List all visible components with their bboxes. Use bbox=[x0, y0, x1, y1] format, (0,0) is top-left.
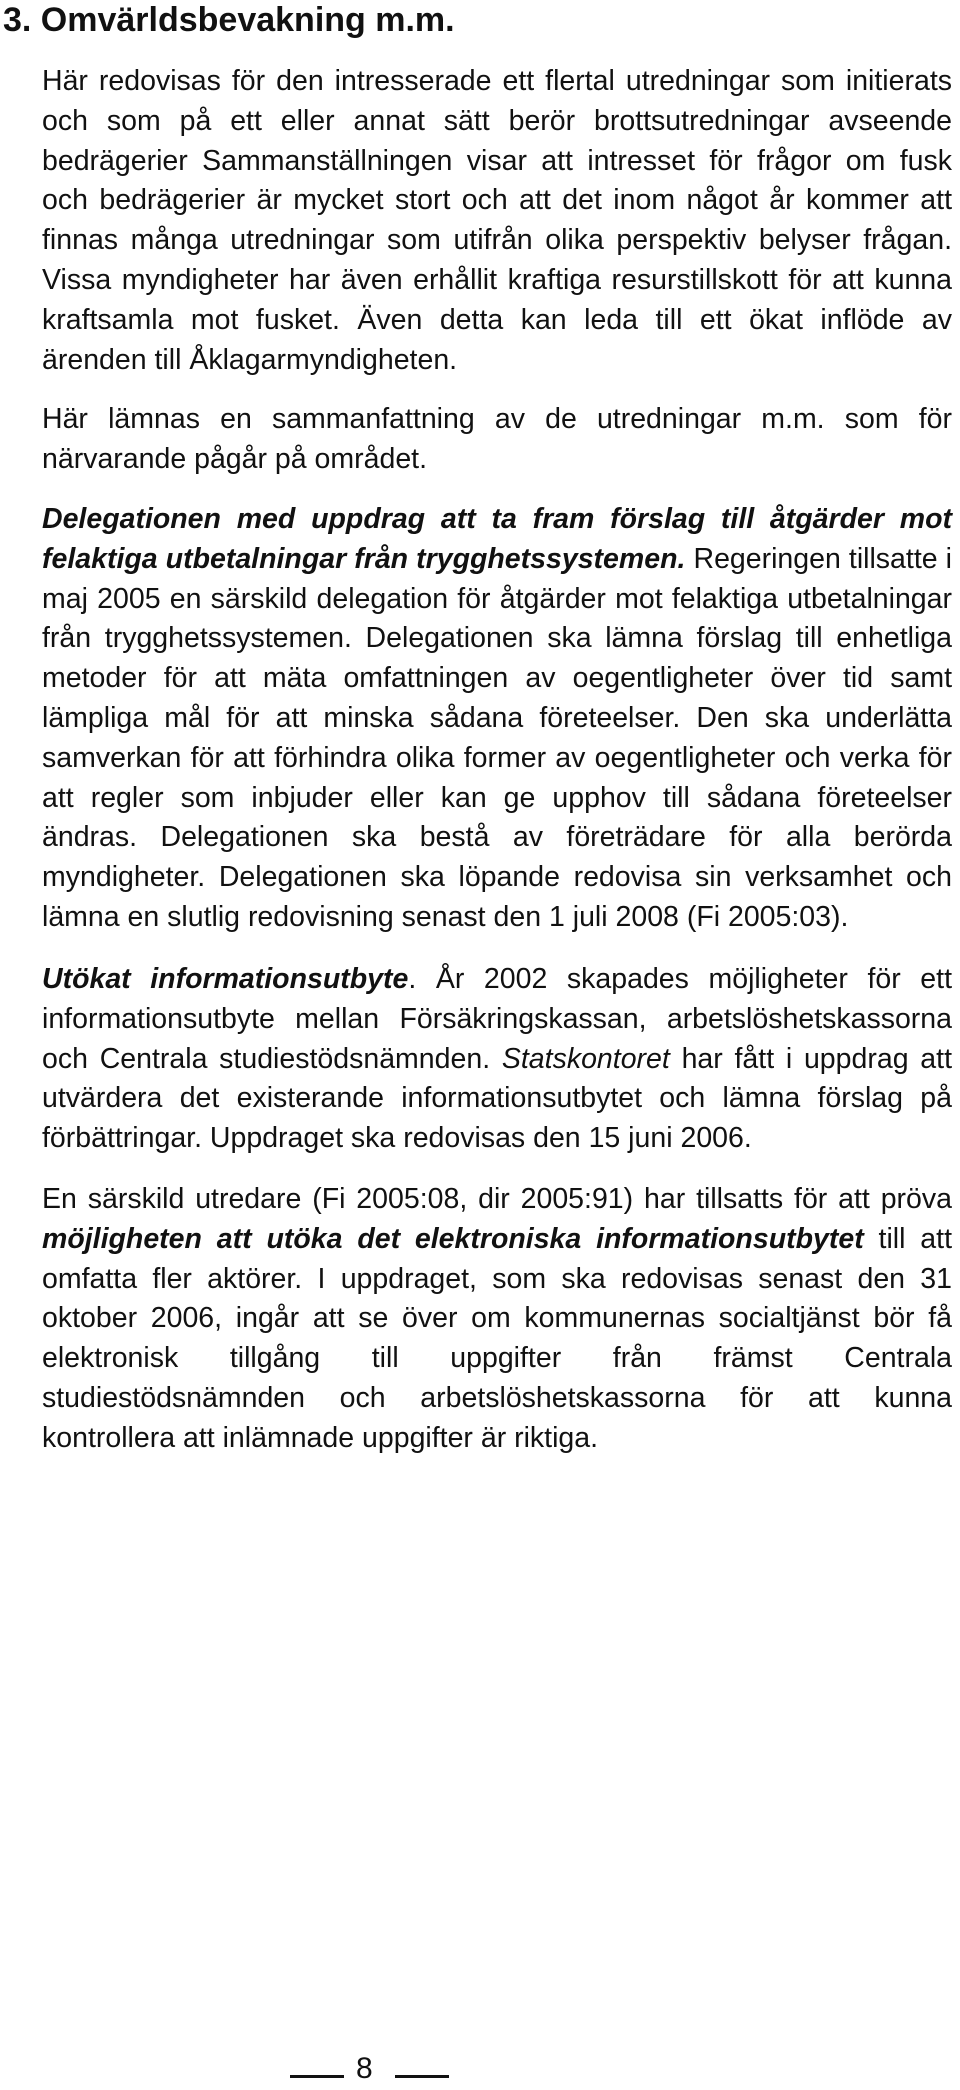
statskontoret-italic: Statskontoret bbox=[501, 1042, 670, 1075]
section-heading: 3. Omvärldsbevakning m.m. bbox=[3, 1, 455, 39]
page-number: 8 bbox=[356, 2052, 373, 2085]
footer-dash-left bbox=[290, 2075, 344, 2078]
delegation-text: Regeringen tillsatte i maj 2005 en särskild delegation för åtgärder mot felaktiga utbetalningar från trygghetssystemen. Delegationen ska lämna förslag till enhetliga metoder för att mäta omfattningen av oegentligheter över tid samt lämpliga mål för att minska sådana företeelser. Den ska underlätta samverkan för att förhindra olika former av oegentligheter och verka för att regler som inbjuder eller kan ge upphov till sådana företeelser ändras. Delegationen ska bestå av företrädare för alla berörda myndigheter. Delegationen ska löpande redovisa sin verksamhet och lämna en slutlig redovisning senast den 1 juli 2008 (Fi 2005:03). bbox=[42, 542, 952, 933]
delegation-lead: Delegationen med uppdrag att ta fram förslag till åtgärder mot felaktiga utbetalningar från trygghetssystemen. bbox=[42, 503, 952, 575]
delegation-paragraph bbox=[42, 500, 952, 938]
page-footer bbox=[0, 2050, 960, 2090]
investigator-text-1: En särskild utredare (Fi 2005:08, dir 2005:91) har tillsatts för att pröva bbox=[42, 1183, 952, 1215]
footer-dash-right bbox=[395, 2075, 449, 2078]
info-exchange-text-2: har fått i uppdrag att utvärdera det existerande informationsutbytet och lämna förslag på förbättringar. Uppdraget ska redovisas den 15 juni 2006. bbox=[42, 1042, 952, 1155]
investigator-text-2: till att omfatta fler aktörer. I uppdraget, som ska redovisas senast den 31 oktober 2006, ingår att se över om kommunernas socialtjänst bör få elektronisk tillgång till uppgifter från främst Centrala studiestödsnämnden och arbetslöshetskassorna för att kunna kontrollera att inlämnade uppgifter är riktiga. bbox=[42, 1222, 952, 1454]
info-exchange-text-1: . År 2002 skapades möjligheter för ett informationsutbyte mellan Försäkringskassan, arbetslöshetskassorna och Centrala studiestödsnämnden. bbox=[42, 963, 952, 1075]
info-exchange-paragraph bbox=[42, 960, 952, 1159]
investigator-bold: möjligheten att utöka det elektroniska informationsutbytet bbox=[42, 1222, 864, 1255]
summary-paragraph: Här lämnas en sammanfattning av de utredningar m.m. som för närvarande pågår på området. bbox=[42, 403, 952, 475]
intro-paragraph: Här redovisas för den intresserade ett flertal utredningar som initierats och som på ett eller annat sätt berör brottsutredningar avseende bedrägerier Sammanställningen visar att intresset för frågor om fusk och bedrägerier är mycket stort och att det inom något år kommer att finnas många utredningar som utifrån olika perspektiv belyser frågan. Vissa myndigheter har även erhållit kraftiga resurstillskott för att kunna kraftsamla mot fusket. Även detta kan leda till ett ökat inflöde av ärenden till Åklagarmyndigheten. bbox=[42, 65, 952, 376]
investigator-paragraph bbox=[42, 1180, 952, 1459]
info-exchange-lead: Utökat informationsutbyte bbox=[42, 963, 409, 995]
